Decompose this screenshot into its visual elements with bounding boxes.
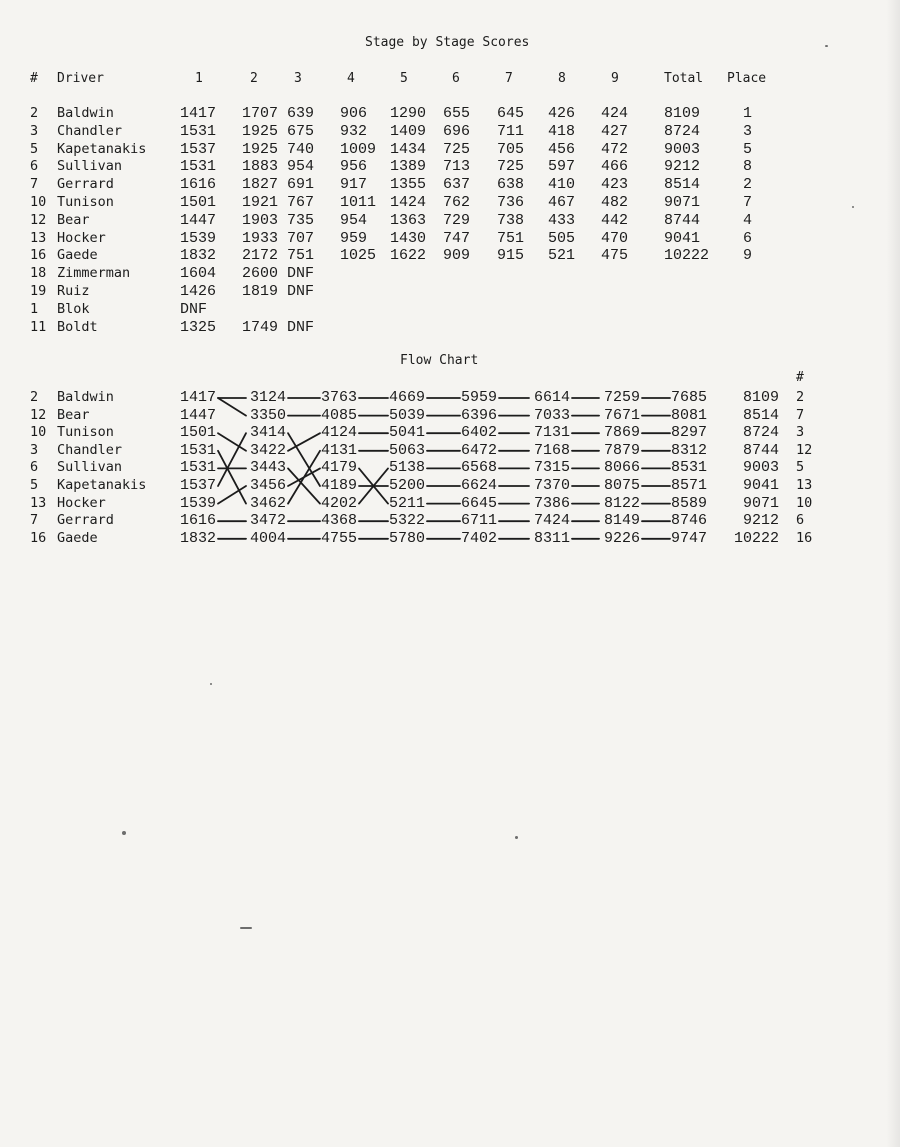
cumulative-score: 3462 [249, 494, 286, 512]
cumulative-score: 5959 [460, 389, 497, 406]
cumulative-score: 7424 [533, 512, 570, 530]
final-order-number: 3 [796, 424, 805, 441]
stage-1-score: 1417 [180, 105, 217, 122]
stage-9-score: 423 [601, 176, 629, 194]
cumulative-score: 7315 [533, 459, 570, 477]
cumulative-score: 7168 [533, 441, 570, 459]
cumulative-score: 5780 [388, 529, 425, 547]
cumulative-score: 8066 [603, 459, 640, 477]
stage-4-score: 956 [340, 158, 368, 176]
driver-name: Sullivan [57, 158, 123, 175]
stage-3-score: 707 [287, 229, 315, 247]
stage-7-score: 738 [497, 211, 525, 229]
header-stage-7: 7 [505, 71, 513, 86]
driver-number: 12 [30, 211, 47, 228]
stage-1-score: 1604 [180, 265, 217, 283]
stage-9-score: 470 [601, 229, 629, 247]
driver-number: 11 [30, 318, 47, 335]
driver-name: Bear [57, 211, 90, 228]
stage-7-score: 638 [497, 176, 525, 194]
stage-table-title: Stage by Stage Scores [365, 35, 530, 50]
cumulative-score: 6402 [460, 424, 497, 442]
stage-4-score: 1009 [340, 140, 377, 158]
stage-2-score: 1921 [242, 194, 279, 211]
stage-1-score: 1537 [180, 140, 217, 158]
flow-driver-number: 10 [30, 424, 47, 441]
cumulative-score: 8746 [670, 512, 707, 530]
cumulative-score: 7131 [533, 424, 570, 442]
paper-speck [210, 683, 212, 685]
header-stage-6: 6 [452, 71, 460, 86]
cumulative-score: 4085 [320, 406, 357, 424]
cumulative-score: 8311 [533, 529, 570, 547]
stage-2-score: 1707 [242, 105, 279, 122]
cumulative-score: 1531 [179, 441, 216, 459]
cumulative-score: 7370 [533, 477, 570, 494]
final-order-number: 16 [796, 529, 813, 546]
stage-2-score: 1883 [242, 158, 279, 176]
cumulative-score: 4669 [388, 389, 425, 406]
cumulative-score: 7685 [670, 389, 707, 406]
driver-number: 16 [30, 247, 47, 264]
stage-5-score: 1622 [390, 247, 427, 265]
cumulative-score: 3763 [320, 389, 357, 406]
place: 3 [743, 122, 753, 140]
cumulative-score: 4368 [320, 512, 357, 530]
cumulative-score: 8122 [603, 494, 640, 512]
place: 2 [743, 176, 753, 194]
stage-3-score: 675 [287, 122, 315, 140]
paper-speck [240, 927, 252, 929]
cumulative-score: 3422 [249, 441, 286, 459]
place: 4 [743, 211, 753, 229]
stage-9-score: 475 [601, 247, 629, 265]
stage-2-score: 1827 [242, 176, 279, 194]
header-stage-3: 3 [294, 71, 302, 86]
cumulative-score: 3456 [249, 477, 286, 494]
stage-3-score: 751 [287, 247, 315, 265]
driver-number: 7 [30, 176, 39, 193]
stage-5-score: 1363 [390, 211, 427, 229]
stage-5-score: 1430 [390, 229, 427, 247]
stage-7-score: 736 [497, 194, 525, 211]
driver-number: 10 [30, 194, 47, 210]
stage-4-score: 932 [340, 122, 368, 140]
stage-8-score: 505 [548, 229, 576, 247]
cumulative-score: 8744 [742, 441, 779, 459]
stage-8-score: 521 [548, 247, 576, 265]
cumulative-score: 1539 [179, 494, 216, 512]
place: 5 [743, 140, 753, 158]
driver-name: Tunison [57, 194, 114, 210]
header-driver: Driver [57, 71, 104, 86]
total-score: 8744 [664, 211, 701, 229]
flow-driver-name: Sullivan [57, 459, 123, 476]
cumulative-score: 3124 [249, 389, 286, 406]
flow-driver-name: Baldwin [57, 389, 114, 405]
stage-8-score: 456 [548, 140, 576, 158]
flow-driver-name: Hocker [57, 494, 106, 511]
stage-7-score: 645 [497, 105, 525, 122]
driver-name: Ruiz [57, 283, 90, 299]
cumulative-score: 5041 [388, 424, 425, 442]
cumulative-score: 4189 [320, 477, 357, 494]
cumulative-score: 8589 [670, 494, 707, 512]
flow-connector [218, 398, 246, 416]
place: 8 [743, 158, 753, 176]
stage-7-score: 711 [497, 122, 525, 140]
stage-2-score: 1933 [242, 229, 279, 247]
cumulative-score: 1417 [179, 389, 216, 406]
cumulative-score: 1501 [179, 424, 216, 442]
stage-4-score: 954 [340, 211, 368, 229]
driver-name: Zimmerman [57, 265, 131, 282]
stage-3-score: 639 [287, 105, 315, 122]
final-order-number: 6 [796, 512, 805, 529]
stage-2-score: 1925 [242, 140, 279, 158]
place: 7 [743, 194, 753, 211]
stage-1-score: 1531 [180, 122, 217, 140]
place: 1 [743, 105, 753, 122]
cumulative-score: 8297 [670, 424, 707, 442]
cumulative-score: 9747 [670, 529, 707, 547]
flow-driver-number: 7 [30, 512, 39, 529]
place: 9 [743, 247, 753, 265]
cumulative-score: 8109 [742, 389, 779, 406]
cumulative-score: 5138 [388, 459, 425, 477]
header-stage-4: 4 [347, 71, 355, 86]
cumulative-score: 7033 [533, 406, 570, 424]
flow-driver-number: 5 [30, 477, 39, 493]
cumulative-score: 7402 [460, 529, 497, 547]
stage-6-score: 725 [443, 140, 471, 158]
stage-3-score: 954 [287, 158, 315, 176]
stage-3-score: DNF [287, 318, 315, 336]
stage-3-score: 735 [287, 211, 315, 229]
driver-number: 2 [30, 105, 39, 121]
cumulative-score: 7671 [603, 406, 640, 424]
cumulative-score: 3414 [249, 424, 286, 442]
total-score: 9041 [664, 229, 701, 247]
stage-4-score: 1011 [340, 194, 377, 211]
stage-2-score: 2172 [242, 247, 279, 265]
stage-2-score: 1903 [242, 211, 279, 229]
flow-connector [288, 468, 320, 503]
total-score: 8514 [664, 176, 701, 194]
cumulative-score: 7386 [533, 494, 570, 512]
driver-name: Chandler [57, 122, 123, 139]
cumulative-score: 3472 [249, 512, 286, 530]
flow-driver-number: 2 [30, 389, 39, 405]
stage-2-score: 1925 [242, 122, 279, 140]
driver-number: 3 [30, 122, 39, 139]
cumulative-score: 6568 [460, 459, 497, 477]
driver-name: Gerrard [57, 176, 114, 193]
cumulative-score: 1537 [179, 477, 216, 494]
driver-number: 5 [30, 140, 39, 157]
cumulative-score: 7879 [603, 441, 640, 459]
stage-1-score: 1447 [180, 211, 217, 229]
final-order-number: 2 [796, 389, 805, 405]
place: 6 [743, 229, 753, 247]
stage-8-score: 418 [548, 122, 576, 140]
stage-2-score: 1749 [242, 318, 279, 336]
stage-1-score: 1325 [180, 318, 217, 336]
stage-6-score: 713 [443, 158, 471, 176]
cumulative-score: 7869 [603, 424, 640, 442]
stage-9-score: 442 [601, 211, 629, 229]
header-place: Place [727, 71, 767, 86]
cumulative-score: 4131 [320, 441, 357, 459]
cumulative-score: 5063 [388, 441, 425, 459]
stage-1-score: 1832 [180, 247, 217, 265]
final-order-number: 7 [796, 406, 805, 423]
stage-5-score: 1389 [390, 158, 427, 176]
stage-8-score: 467 [548, 194, 576, 211]
stage-2-score: 1819 [242, 283, 279, 300]
stage-4-score: 1025 [340, 247, 377, 265]
cumulative-score: 6614 [533, 389, 570, 406]
stage-1-score: 1426 [180, 283, 217, 300]
stage-1-score: 1531 [180, 158, 217, 176]
cumulative-score: 5322 [388, 512, 425, 530]
cumulative-score: 4202 [320, 494, 357, 512]
cumulative-score: 6396 [460, 406, 497, 424]
header-stage-1: 1 [195, 71, 203, 86]
cumulative-score: 9071 [742, 494, 779, 512]
cumulative-score: 8724 [742, 424, 779, 442]
header-num: # [30, 71, 38, 86]
stage-9-score: 466 [601, 158, 629, 176]
stage-9-score: 424 [601, 105, 629, 122]
stage-7-score: 751 [497, 229, 525, 247]
stage-9-score: 427 [601, 122, 629, 140]
header-stage-8: 8 [558, 71, 566, 86]
stage-6-score: 729 [443, 211, 471, 229]
final-order-number: 5 [796, 459, 805, 476]
cumulative-score: 6645 [460, 494, 497, 512]
cumulative-score: 6472 [460, 441, 497, 459]
cumulative-score: 8075 [603, 477, 640, 494]
flow-driver-number: 13 [30, 494, 47, 511]
stage-8-score: 597 [548, 158, 576, 176]
total-score: 8109 [664, 105, 701, 122]
driver-name: Boldt [57, 318, 98, 335]
stage-3-score: 740 [287, 140, 315, 158]
stage-5-score: 1355 [390, 176, 427, 194]
stage-5-score: 1424 [390, 194, 427, 211]
stage-3-score: 767 [287, 194, 315, 211]
flow-driver-name: Kapetanakis [57, 477, 147, 493]
cumulative-score: 8149 [603, 512, 640, 530]
cumulative-score: 9003 [742, 459, 779, 477]
header-stage-9: 9 [611, 71, 619, 86]
final-order-number: 10 [796, 494, 813, 511]
flow-driver-name: Chandler [57, 441, 123, 458]
driver-number: 13 [30, 229, 47, 246]
flow-final-order-header: # [796, 370, 804, 385]
flow-chart-title: Flow Chart [400, 353, 479, 368]
stage-6-score: 909 [443, 247, 471, 265]
cumulative-score: 8081 [670, 406, 707, 424]
cumulative-score: 1447 [179, 406, 216, 424]
header-total: Total [664, 71, 704, 86]
cumulative-score: 4004 [249, 529, 286, 547]
paper-speck [825, 45, 828, 47]
paper-speck [515, 836, 518, 839]
stage-2-score: 2600 [242, 265, 279, 283]
total-score: 8724 [664, 122, 701, 140]
cumulative-score: 4179 [320, 459, 357, 477]
flow-driver-number: 12 [30, 406, 47, 423]
stage-6-score: 762 [443, 194, 471, 211]
stage-5-score: 1290 [390, 105, 427, 122]
cumulative-score: 9041 [742, 477, 779, 494]
total-score: 9071 [664, 194, 701, 211]
cumulative-score: 1832 [179, 529, 216, 547]
final-order-number: 12 [796, 441, 813, 458]
paper-speck [852, 206, 854, 208]
final-order-number: 13 [796, 477, 813, 493]
cumulative-score: 8531 [670, 459, 707, 477]
stage-3-score: DNF [287, 265, 315, 283]
total-score: 9003 [664, 140, 701, 158]
cumulative-score: 6711 [460, 512, 497, 530]
driver-number: 19 [30, 283, 47, 299]
stage-7-score: 705 [497, 140, 525, 158]
cumulative-score: 1531 [179, 459, 216, 477]
driver-number: 1 [30, 300, 39, 317]
total-score: 9212 [664, 158, 701, 176]
flow-driver-number: 6 [30, 459, 39, 476]
header-stage-5: 5 [400, 71, 408, 86]
stage-1-score: 1616 [180, 176, 217, 194]
cumulative-score: 4755 [320, 529, 357, 547]
stage-8-score: 433 [548, 211, 576, 229]
stage-4-score: 906 [340, 105, 368, 122]
stage-6-score: 747 [443, 229, 471, 247]
cumulative-score: 7259 [603, 389, 640, 406]
cumulative-score: 3350 [249, 406, 286, 424]
cumulative-score: 3443 [249, 459, 286, 477]
cumulative-score: 5200 [388, 477, 425, 494]
stage-4-score: 917 [340, 176, 368, 194]
cumulative-score: 9226 [603, 529, 640, 547]
stage-6-score: 637 [443, 176, 471, 194]
stage-1-score: 1501 [180, 194, 217, 211]
driver-name: Hocker [57, 229, 106, 246]
stage-5-score: 1409 [390, 122, 427, 140]
cumulative-score: 8514 [742, 406, 779, 424]
stage-4-score: 959 [340, 229, 368, 247]
cumulative-score: 6624 [460, 477, 497, 494]
stage-1-score: DNF [180, 300, 208, 318]
driver-name: Baldwin [57, 105, 114, 121]
stage-6-score: 655 [443, 105, 471, 122]
stage-5-score: 1434 [390, 140, 427, 158]
stage-7-score: 725 [497, 158, 525, 176]
cumulative-score: 5211 [388, 494, 425, 512]
stage-3-score: DNF [287, 283, 315, 300]
stage-9-score: 482 [601, 194, 629, 211]
cumulative-score: 5039 [388, 406, 425, 424]
flow-driver-name: Tunison [57, 424, 114, 441]
stage-6-score: 696 [443, 122, 471, 140]
flow-driver-name: Gerrard [57, 512, 114, 529]
driver-number: 6 [30, 158, 39, 175]
driver-name: Blok [57, 300, 90, 317]
stage-9-score: 472 [601, 140, 629, 158]
cumulative-score: 10222 [733, 529, 779, 547]
driver-number: 18 [30, 265, 47, 282]
cumulative-score: 8312 [670, 441, 707, 459]
flow-driver-number: 3 [30, 441, 39, 458]
header-stage-2: 2 [250, 71, 258, 86]
cumulative-score: 9212 [742, 512, 779, 530]
cumulative-score: 8571 [670, 477, 707, 494]
flow-driver-name: Gaede [57, 529, 98, 546]
cumulative-score: 4124 [320, 424, 357, 442]
stage-7-score: 915 [497, 247, 525, 265]
stage-3-score: 691 [287, 176, 315, 194]
stage-8-score: 426 [548, 105, 576, 122]
paper-speck [122, 831, 126, 835]
driver-name: Kapetanakis [57, 140, 147, 157]
cumulative-score: 1616 [179, 512, 216, 530]
stage-1-score: 1539 [180, 229, 217, 247]
stage-8-score: 410 [548, 176, 576, 194]
driver-name: Gaede [57, 247, 98, 264]
flow-driver-name: Bear [57, 406, 90, 423]
total-score: 10222 [664, 247, 710, 265]
flow-driver-number: 16 [30, 529, 47, 546]
